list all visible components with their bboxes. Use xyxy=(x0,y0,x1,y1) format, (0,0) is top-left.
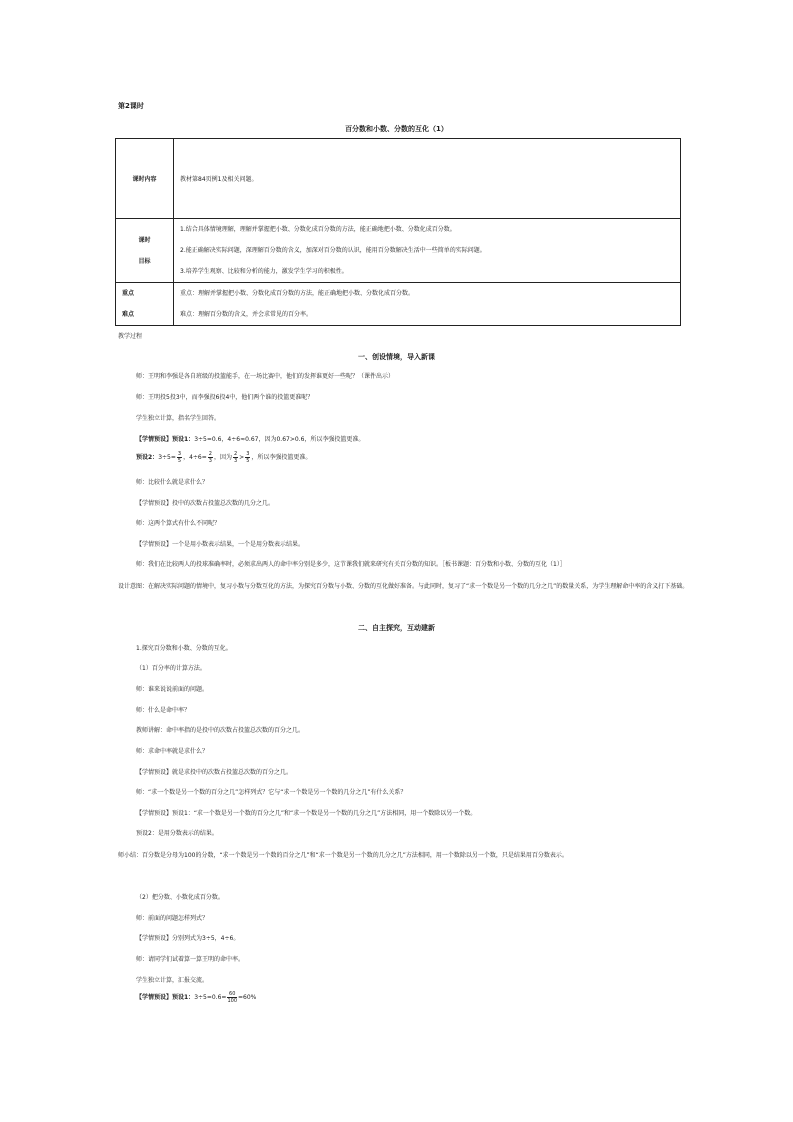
fraction-numerator: 3 xyxy=(177,451,182,457)
paragraph-text: 3÷5=0.6= xyxy=(194,994,227,1001)
paragraph-fraction xyxy=(136,991,696,1004)
goal-item: 1.结合具体情境理解，理解并掌握把小数、分数化成百分数的方法，能正确地把小数、分数化成百分数。 xyxy=(180,226,456,233)
fraction-numerator: 2 xyxy=(208,451,212,457)
key-label: 重点 xyxy=(122,290,135,297)
fraction-numerator: 3 xyxy=(246,451,250,457)
key-difficult-value xyxy=(174,283,681,326)
fraction-numerator: 2 xyxy=(233,451,238,457)
paragraph-fractions xyxy=(136,451,696,464)
goal-label xyxy=(116,219,174,283)
paragraph-text: > xyxy=(239,454,245,461)
paragraph: 【学情预设】一个是用小数表示结果，一个是用分数表示结果。 xyxy=(136,541,305,548)
fraction-denominator: 5 xyxy=(246,458,250,464)
paragraph: 【学情预设】就是求投中的次数占投篮总次数的百分之几。 xyxy=(136,769,293,776)
page-title: 百分数和小数、分数的互化（1） xyxy=(345,125,448,133)
summary-paragraph: 师小结：百分数是分母为100的分数，“求一个数是另一个数的百分之几”和“求一个数是另一个数的几分之几”方法相同，用一个数除以另一个数，只是结果用百分数表示。 xyxy=(118,852,568,859)
fraction-denominator: 100 xyxy=(227,998,237,1004)
fraction xyxy=(245,451,250,464)
table-row xyxy=(116,283,681,326)
teaching-process-label: 教学过程 xyxy=(118,333,143,340)
paragraph: 学生独立计算，汇报交流。 xyxy=(136,977,209,984)
paragraph-lead: 预设2： xyxy=(136,454,159,461)
paragraph: 师：“求一个数是另一个数的百分之几”怎样列式？它与“求一个数是另一个数的几分之几”有什么关系？ xyxy=(136,789,407,796)
paragraph: 【学情预设】投中的次数占投篮总次数的几分之几。 xyxy=(136,500,275,507)
paragraph-text: ，因为 xyxy=(213,454,232,461)
goal-list xyxy=(174,219,681,283)
goal-label-line: 课时 xyxy=(138,236,151,244)
key-value: 重点：理解并掌握把小数、分数化成百分数的方法，能正确地把小数、分数化成百分数。 xyxy=(180,290,415,297)
design-intent-paragraph: 设计意图：在解决实际问题的情境中，复习小数与分数互化的方法，为探究百分数与小数、分数的互化做好准备。与此同时，复习了“求一个数是另一个数的几分之几”的数量关系，为学生理解命中率的含义打下基础。 xyxy=(118,583,689,590)
fraction xyxy=(227,991,237,1004)
paragraph-lead: 【学情预设】预设1： xyxy=(136,436,195,443)
lesson-plan-table xyxy=(115,138,681,326)
paragraph: 师：王明和李强是各自班级的投篮能手，在一场比赛中，他们的发挥谁更好一些呢？（课件出示） xyxy=(136,373,395,380)
key-difficult-label xyxy=(116,283,174,326)
paragraph: 教师讲解：命中率指的是投中的次数占投篮总次数的百分之几。 xyxy=(136,727,305,734)
content-value: 教材第84页例1及相关问题。 xyxy=(174,139,681,219)
lesson-number: 第2课时 xyxy=(118,102,144,110)
goal-label-line: 目标 xyxy=(138,257,151,265)
table-row xyxy=(116,139,681,219)
paragraph: 师：王明投5投3中，而李强投6投4中，他们两个谁的投篮更准呢？ xyxy=(136,394,314,401)
paragraph: 师：这两个算式有什么不同呢？ xyxy=(136,520,221,527)
paragraph xyxy=(136,435,696,444)
paragraph-text: ，所以李强投篮更准。 xyxy=(251,454,312,461)
table-row xyxy=(116,219,681,283)
paragraph: 师：求命中率就是求什么？ xyxy=(136,748,209,755)
paragraph: 师：比较什么就是求什么？ xyxy=(136,479,209,486)
difficult-label: 难点 xyxy=(122,311,135,318)
fraction xyxy=(208,451,213,464)
paragraph: （2）把分数、小数化成百分数。 xyxy=(136,894,224,901)
section-1-title: 一、创设情境，导入新课 xyxy=(358,353,435,361)
paragraph-text: 3÷5=0.6，4÷6≈0.67，因为0.67>0.6，所以李强投篮更准。 xyxy=(194,436,365,443)
paragraph: 师：请同学们试着算一算王明的命中率。 xyxy=(136,956,245,963)
paragraph: 【学情预设】预设1：“求一个数是另一个数的百分之几”和“求一个数是另一个数的几分之几”方法相同，用一个数除以另一个数。 xyxy=(136,810,477,817)
difficult-value: 难点：理解百分数的含义，并会求常见的百分率。 xyxy=(180,311,313,318)
paragraph-text: 3÷5= xyxy=(158,454,176,461)
content-label: 课时内容 xyxy=(116,139,174,219)
paragraph: 师：什么是命中率？ xyxy=(136,707,191,714)
paragraph-text: ，4÷6= xyxy=(183,454,207,461)
paragraph: 学生独立计算，指名学生回答。 xyxy=(136,415,221,422)
goal-item: 3.培养学生观察、比较和分析的能力，激发学生学习的积极性。 xyxy=(180,268,348,275)
fraction-denominator: 3 xyxy=(208,458,212,464)
fraction xyxy=(177,451,182,464)
fraction xyxy=(233,451,238,464)
section-2-title: 二、自主探究，互动建新 xyxy=(358,624,435,632)
paragraph-lead: 【学情预设】预设1： xyxy=(136,994,195,1001)
paragraph: 师：谁来说说前面的问题。 xyxy=(136,686,209,693)
paragraph: 师：前面的问题怎样列式？ xyxy=(136,915,209,922)
paragraph-text: =60% xyxy=(238,994,257,1001)
paragraph: （1）百分率的计算方法。 xyxy=(136,665,206,672)
fraction-denominator: 3 xyxy=(233,458,238,464)
goal-item: 2.能正确解决实际问题，深理解百分数的含义，加深对百分数的认识，能用百分数解决生活中一些简单的实际问题。 xyxy=(180,247,486,254)
fraction-numerator: 60 xyxy=(229,991,236,997)
paragraph: 1.探究百分数和小数、分数的互化。 xyxy=(136,645,232,652)
paragraph: 预设2：是用分数表示的结果。 xyxy=(136,830,218,837)
paragraph: 【学情预设】分别列式为3÷5，4÷6。 xyxy=(136,935,240,942)
paragraph: 师：我们在比较两人的投球准确率时，必须求出两人的命中率分别是多少，这节课我们就来研究有关百分数的知识。［板书课题：百分数和小数、分数的互化（1）］ xyxy=(136,561,566,568)
fraction-denominator: 5 xyxy=(177,458,182,464)
